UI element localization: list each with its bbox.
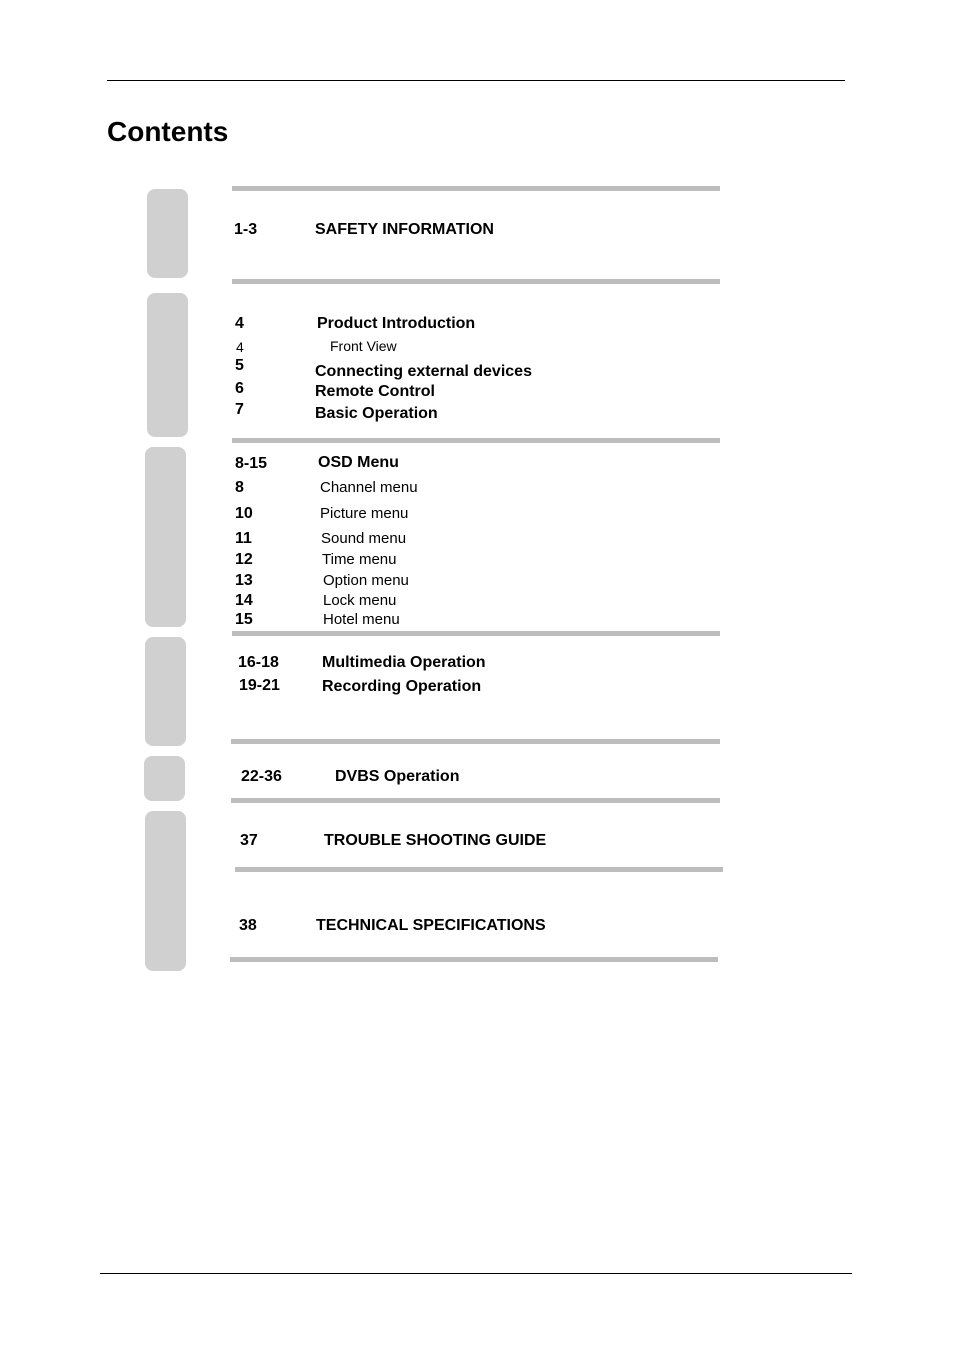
toc-entry-title[interactable]: Connecting external devices	[315, 363, 532, 380]
toc-page-number: 10	[235, 505, 253, 522]
section-tab-dvbs	[144, 756, 185, 801]
toc-page-number: 7	[235, 401, 244, 418]
toc-entry-title[interactable]: SAFETY INFORMATION	[315, 221, 494, 238]
section-tab-osd	[145, 447, 186, 627]
toc-page-number: 11	[235, 530, 252, 547]
footer-rule	[100, 1273, 852, 1274]
toc-entry-title[interactable]: Basic Operation	[315, 405, 438, 422]
toc-page-number: 4	[235, 315, 244, 332]
toc-page-number: 6	[235, 380, 244, 397]
toc-page-number: 1-3	[234, 221, 258, 238]
toc-entry-title[interactable]: Product Introduction	[317, 315, 476, 332]
toc-page-number: 19-21	[239, 677, 280, 694]
toc-page-number: 16-18	[238, 654, 279, 671]
toc-page-number: 37	[240, 832, 258, 849]
section-separator	[231, 739, 720, 744]
toc-subentry-title[interactable]: Hotel menu	[323, 611, 400, 628]
toc-subentry-title[interactable]: Time menu	[322, 551, 397, 568]
toc-page-number: 38	[239, 917, 257, 934]
section-tab-multimedia	[145, 637, 186, 746]
toc-page-number: 4	[236, 339, 244, 355]
section-tab-introduction	[147, 293, 188, 437]
toc-entry-title[interactable]: DVBS Operation	[335, 768, 460, 785]
toc-page-number: 14	[235, 592, 253, 609]
toc-entry-title[interactable]: TECHNICAL SPECIFICATIONS	[316, 917, 546, 934]
toc-entry-title[interactable]: Multimedia Operation	[322, 654, 486, 671]
toc-entry-title[interactable]: TROUBLE SHOOTING GUIDE	[324, 832, 547, 849]
toc-entry-title[interactable]: OSD Menu	[318, 454, 399, 471]
toc-entry-title[interactable]: Recording Operation	[322, 678, 482, 695]
toc-page-number: 8-15	[235, 455, 268, 472]
toc-entry-title[interactable]: Remote Control	[315, 383, 435, 400]
section-tab-troubleshooting	[145, 811, 186, 971]
toc-page-number: 15	[235, 611, 253, 628]
toc-page-number: 5	[235, 357, 244, 374]
section-separator	[232, 186, 720, 191]
section-separator	[235, 867, 723, 872]
header-rule	[107, 80, 845, 81]
page-title: Contents	[107, 116, 229, 147]
toc-subentry-title[interactable]: Lock menu	[323, 592, 397, 609]
section-separator	[231, 798, 720, 803]
toc-page-number: 8	[235, 479, 244, 496]
section-separator	[232, 631, 720, 636]
toc-subentry-title[interactable]: Front View	[330, 338, 397, 354]
section-tab-safety	[147, 189, 188, 278]
toc-page-number: 22-36	[241, 768, 282, 785]
toc-subentry-title[interactable]: Picture menu	[320, 505, 409, 522]
toc-subentry-title[interactable]: Option menu	[323, 572, 409, 589]
toc-page-number: 13	[235, 572, 253, 589]
section-separator	[232, 438, 720, 443]
toc-subentry-title[interactable]: Channel menu	[320, 479, 418, 496]
toc-page-number: 12	[235, 551, 253, 568]
toc-subentry-title[interactable]: Sound menu	[321, 530, 407, 547]
section-separator	[232, 279, 720, 284]
section-separator	[230, 957, 718, 962]
